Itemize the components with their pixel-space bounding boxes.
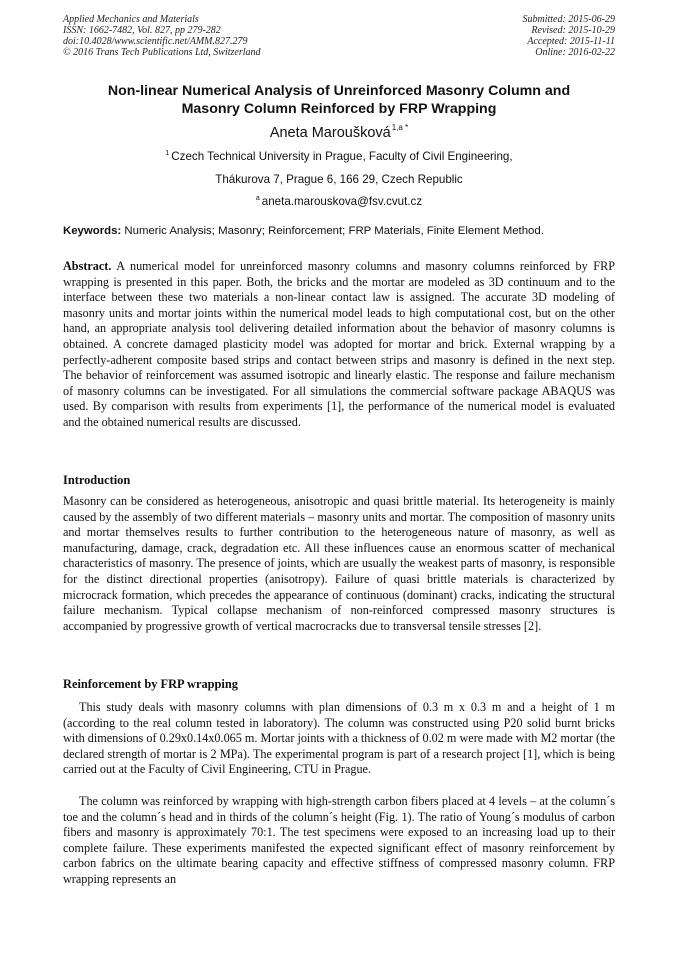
reinforcement-paragraph-2: The column was reinforced by wrapping with high-strength carbon fibers placed at 4 levels – at the column´s toe and the column´s head and in thirds of the column´s height (Fig. 1). The ratio of Young´s modulus of carbon fibers and masonry is approximately 70:1. The test specimens were exposed to an increasing load up to their complete failure. These experiments manifested the expected significant effect of masonry reinforcement by carbon fabrics on the ultimate bearing capacity and effective stiffness of compressed masonry column. FRP wrapping represents an bbox=[63, 794, 615, 886]
journal-copyright: © 2016 Trans Tech Publications Ltd, Switzerland bbox=[63, 47, 261, 58]
affiliation-line-2 bbox=[0, 173, 678, 186]
author-line bbox=[0, 123, 678, 141]
affiliation-marker: 1 bbox=[165, 150, 170, 157]
affiliation-email-line bbox=[0, 195, 678, 208]
introduction-text: Masonry can be considered as heterogeneous, anisotropic and quasi brittle material. Its heterogeneity is mainly caused by the assembly of two different materials – masonry units and mortar. The composition of masonry units and mortar themselves results to further contribution to the heterogeneous nature of masonry, as well as manufacturing, damage, crack, degradation etc. All these influences cause an enormous scatter of mechanical characteristics of masonry. The presence of joints, which are usually the weakest parts of masonry, is responsible for the distinct directional properties (anisotropy). Failure of quasi brittle materials is characterized by microcrack formation, which precedes the appearance of continuous (dominant) cracks, indicating the structural failure mechanism. Typical collapse mechanism of non-reinforced compressed masonry structures is accompanied by progressive growth of vertical macrocracks due to transversal tensile stresses [2]. bbox=[63, 494, 615, 633]
keywords-label: Keywords: bbox=[63, 225, 122, 237]
paper-title bbox=[63, 82, 615, 118]
author-email[interactable]: aneta.marouskova@fsv.cvut.cz bbox=[261, 195, 423, 208]
date-submitted: Submitted: 2015-06-29 bbox=[522, 14, 615, 25]
author-name: Aneta Maroušková bbox=[269, 125, 391, 141]
affiliation-institution: Czech Technical University in Prague, Faculty of Civil Engineering, bbox=[171, 150, 513, 163]
affiliation-address: Thákurova 7, Prague 6, 166 29, Czech Republic bbox=[215, 173, 463, 186]
title-line-2: Masonry Column Reinforced by FRP Wrapping bbox=[181, 101, 497, 117]
keywords bbox=[63, 225, 615, 237]
affiliation-line-1 bbox=[0, 150, 678, 163]
email-marker: a bbox=[255, 195, 260, 202]
reinforcement-heading: Reinforcement by FRP wrapping bbox=[63, 677, 238, 691]
journal-issn: ISSN: 1662-7482, Vol. 827, pp 279-282 bbox=[63, 25, 221, 36]
journal-name: Applied Mechanics and Materials bbox=[63, 14, 199, 25]
abstract-text: A numerical model for unreinforced masonry columns and masonry columns reinforced by FRP wrapping is presented in this paper. Both, the bricks and the mortar are modeled as 3D continuum and to the interface between these two materials a non-linear contact law is assigned. The accurate 3D modeling of masonry units and mortar joints within the numerical model leads to high computational cost, but on the other hand, an appropriate analysis tool delivering detailed information about the behavior of masonry columns is obtained. A concrete damaged plasticity model was adopted for mortar and brick. External wrapping by a perfectly-adherent composite based strips and contact between strips and masonry is defined in the next step. The behavior of reinforcement was assumed isotropic and linearly elastic. The response and failure mechanism of masonry columns can be investigated. For all simulations the commercial software package ABAQUS was used. By comparison with results from experiments [1], the performance of the numerical model is evaluated and the obtained numerical results are discussed. bbox=[63, 259, 615, 429]
reinforcement-paragraph-1: This study deals with masonry columns with plan dimensions of 0.3 m x 0.3 m and a height of 1 m (according to the real column tested in laboratory). The column was constructed using P20 solid burnt bricks with dimensions of 0.29x0.14x0.065 m. Mortar joints with a thickness of 0.02 m were made with M2 mortar (the declared strength of mortar is 2 MPa). The experimental program is part of a research project [1], which is being carried out at the Faculty of Civil Engineering, CTU in Prague. bbox=[63, 700, 615, 777]
journal-doi[interactable]: doi:10.4028/www.scientific.net/AMM.827.279 bbox=[63, 36, 248, 47]
author-superscript: 1,a * bbox=[391, 123, 409, 132]
journal-header bbox=[63, 14, 615, 58]
journal-info bbox=[63, 14, 261, 58]
date-accepted: Accepted: 2015-11-11 bbox=[527, 36, 615, 47]
date-revised: Revised: 2015-10-29 bbox=[531, 25, 615, 36]
date-online: Online: 2016-02-22 bbox=[535, 47, 615, 58]
abstract bbox=[63, 259, 615, 431]
publication-dates bbox=[523, 14, 616, 58]
keywords-text: Numeric Analysis; Masonry; Reinforcement; FRP Materials, Finite Element Method. bbox=[121, 225, 544, 237]
title-line-1: Non-linear Numerical Analysis of Unreinforced Masonry Column and bbox=[107, 83, 571, 99]
introduction-heading: Introduction bbox=[63, 473, 131, 487]
abstract-label: Abstract. bbox=[63, 259, 112, 273]
